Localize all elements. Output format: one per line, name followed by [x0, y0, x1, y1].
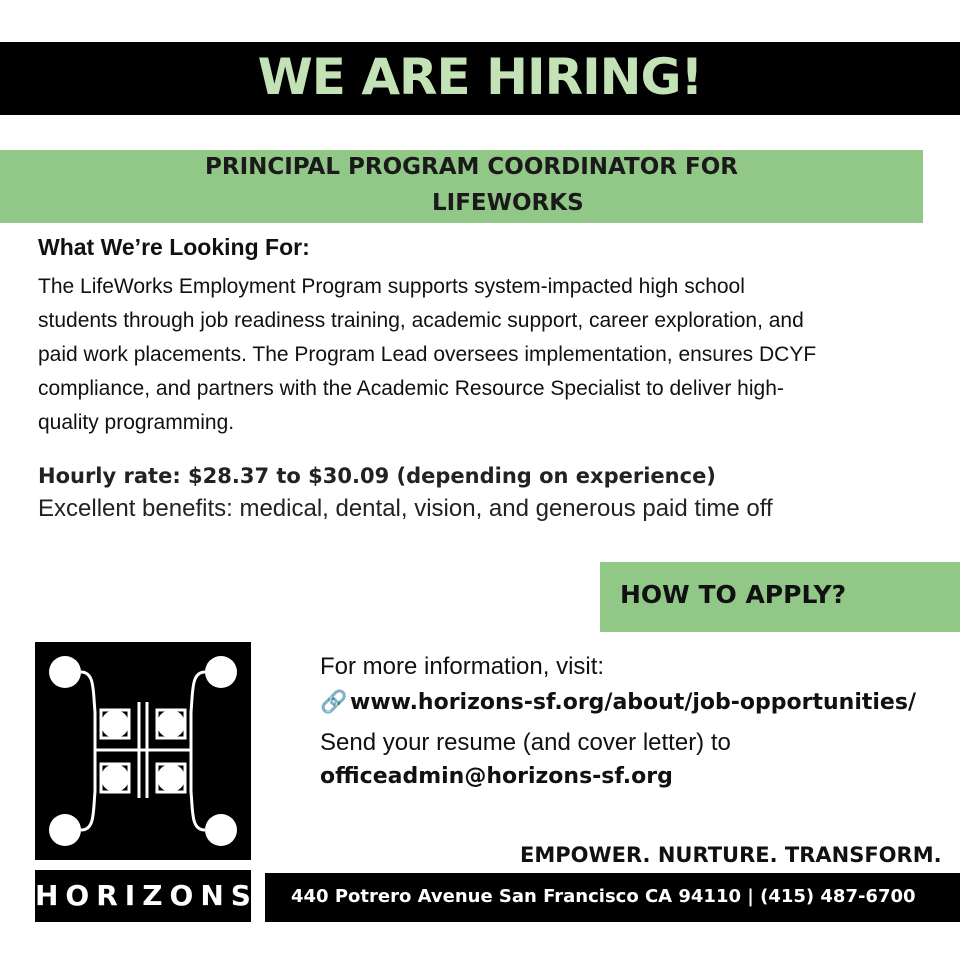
horizons-h-emblem-icon	[35, 642, 251, 860]
how-to-apply-heading: HOW TO APPLY?	[620, 580, 847, 609]
description-line: compliance, and partners with the Academic Resource Specialist to deliver high-	[38, 377, 784, 400]
link-icon: 🔗	[320, 690, 348, 715]
description-line: quality programming.	[38, 411, 235, 434]
tagline: EMPOWER. NURTURE. TRANSFORM.	[520, 843, 942, 867]
logo-wordmark: HORIZONS	[35, 879, 258, 912]
looking-for-heading: What We’re Looking For:	[38, 234, 310, 260]
description-line: students through job readiness training, academic support, career exploration, and	[38, 309, 804, 332]
footer-bar	[265, 873, 960, 922]
how-to-apply-box	[600, 562, 960, 632]
email-link[interactable]: officeadmin@horizons-sf.org	[320, 764, 673, 789]
address-phone: 440 Potrero Avenue San Francisco CA 94110 | (415) 487-6700	[291, 886, 916, 907]
job-link-row[interactable]	[320, 690, 916, 715]
benefits-text: Excellent benefits: medical, dental, vision, and generous paid time off	[38, 495, 773, 522]
hiring-headline: WE ARE HIRING!	[257, 48, 703, 106]
job-title-strip	[0, 150, 923, 223]
description-line: paid work placements. The Program Lead oversees implementation, ensures DCYF	[38, 343, 817, 366]
send-resume-text: Send your resume (and cover letter) to	[320, 729, 731, 756]
description-line: The LifeWorks Employment Program supports system-impacted high school	[38, 275, 745, 298]
job-opportunities-link[interactable]: www.horizons-sf.org/about/job-opportunities/	[350, 690, 916, 715]
hourly-rate: Hourly rate: $28.37 to $30.09 (depending on experience)	[38, 464, 716, 488]
job-title-line-2: LIFEWORKS	[432, 190, 584, 216]
horizons-logo	[35, 642, 251, 860]
hiring-banner	[0, 42, 960, 115]
job-title-line-1: PRINCIPAL PROGRAM COORDINATOR FOR	[205, 154, 738, 180]
job-description	[38, 270, 948, 440]
more-info-text: For more information, visit:	[320, 653, 605, 680]
logo-wordmark-box	[35, 870, 258, 922]
